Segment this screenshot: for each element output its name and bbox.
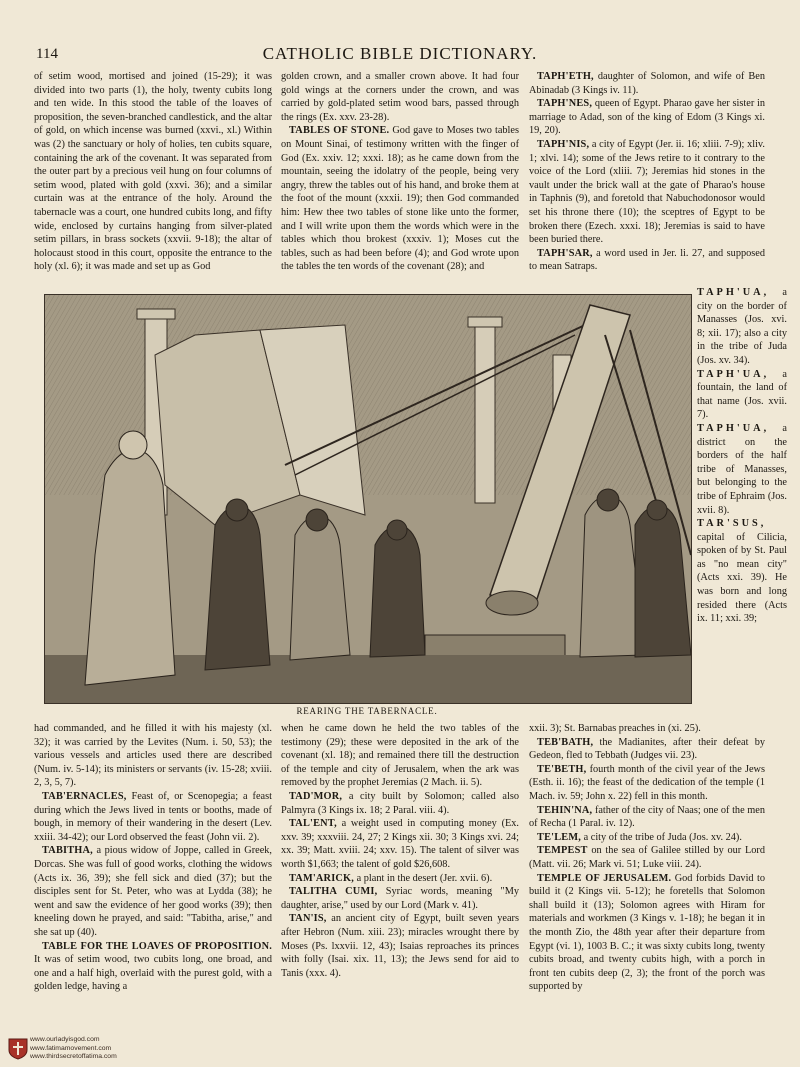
side-column: [697, 286, 787, 626]
engraving-illustration: [45, 295, 691, 703]
entry-text: Syriac words, meaning "My daughter, arise," used by our Lord (Mark v. 41).: [281, 886, 520, 911]
entry-text: the Madianites, after their defeat by Gedeon, fled to Tebbath (Judges vii. 23).: [529, 736, 766, 762]
entry-headword: TABLE FOR THE LOAVES OF PROPOSITION.: [42, 940, 272, 952]
entry-headword: TE'BETH,: [537, 763, 587, 775]
entry-text: had commanded, and he filled it with his majesty (xl. 32); it was carried by the Levites (Num. i. 50, 53); the various vessels and articles used there are described (Num. iv. 5-14); its ministers or servants (iv. 15-28; xviii. 2, 3, 5, 7).: [34, 723, 272, 789]
top-column-1: [34, 70, 272, 274]
entry-text: xxii. 3); St. Barnabas preaches in (xi. 25).: [529, 723, 701, 734]
entry-headword: TAPH'SAR,: [537, 247, 593, 259]
entry-headword: TAM'ARICK,: [289, 872, 355, 884]
entry-headword: TAL'ENT,: [289, 818, 337, 830]
dictionary-entry: [281, 885, 519, 912]
entry-text: golden crown, and a smaller crown above. It had four gold wings at the corners under the crown, and was carried by gold-plated setim wood bars, passed through the rings (Ex. xxv. 23-28).: [281, 71, 519, 123]
dictionary-entry: [529, 138, 765, 247]
top-column-3: [529, 70, 765, 274]
dictionary-entry: [529, 736, 765, 763]
shield-icon: [8, 1038, 28, 1060]
entry-text: a city of Egypt (Jer. ii. 16; xliii. 7-9); xliv. 1; xlvi. 14); some of the Jews retire to it contrary to the voice of the Lord (xliii. 7); Jeremias hid stones in the vault under the brick wall at the gate of Pharao's house in Taphnis (9), and foretold that Nabuchodonosor would set his throne there (10); the sceptres of Egypt to be broken there (Ezech. xxxi. 18); Jeremias is said to have been buried there.: [529, 138, 765, 246]
dictionary-entry: [281, 124, 519, 274]
continued-text: [281, 70, 519, 124]
dictionary-entry: [697, 368, 787, 422]
bottom-column-2: [281, 722, 519, 980]
entry-headword: TAPH'NIS,: [537, 138, 590, 150]
entry-headword: TE'LEM,: [537, 831, 582, 843]
dictionary-entry: [529, 247, 765, 274]
dictionary-entry: [529, 804, 765, 831]
top-column-2: [281, 70, 519, 274]
entry-text: God gave to Moses two tables on Mount Sinai, of testimony written with the finger of God (Ex. xxiv. 12; xxxi. 18); as he came down from the mountain, seeing the idolatry of the people, being very angry, threw the tables out of his hand, and broke them at the foot of the mount (xxxii. 19); then God commanded him: Hew thee two tables of stone like unto the former, and I will write upon them the words which were in the tables which thou brokest (xxxiv. 1); Moses cut the tables, such as had been before (4); and God wrote upon the tables the ten words of the covenant (28); and: [281, 125, 519, 273]
dictionary-entry: [529, 97, 765, 138]
continued-text: [281, 722, 519, 790]
dictionary-entry: [697, 422, 787, 517]
entry-text: a city of the tribe of Juda (Jos. xv. 24).: [583, 831, 742, 843]
entry-text: fourth month of the civil year of the Jews (Esth. ii. 16); the feast of the dedication of the temple (1 Mach. iv. 59; John x. 22) fell in this month.: [529, 763, 765, 802]
bottom-column-3: [529, 722, 765, 994]
dictionary-entry: [281, 912, 519, 980]
entry-headword: TALITHA CUMI,: [289, 886, 378, 898]
entry-text: daughter of Solomon, and wife of Ben Abinadab (3 Kings iv. 11).: [529, 71, 766, 96]
entry-headword: TAR'SUS,: [697, 518, 767, 530]
entry-text: queen of Egypt. Pharao gave her sister in marriage to Adad, son of the king of Edom (3 Kings xi. 19, 20).: [529, 98, 765, 137]
entry-headword: TAPH'ETH,: [537, 71, 594, 82]
entry-text: a weight used in computing money (Ex. xxv. 39; xxxviii. 24, 27; 2 Kings xii. 30; 3 Kings xvi. 24; xx. 39; Matt. xviii. 24; xxv. 15). The talent of silver was worth $1,663; the talent of gold $26,608.: [281, 818, 520, 870]
entry-text: a word used in Jer. li. 27, and supposed to mean Satraps.: [529, 247, 765, 273]
continued-text: [529, 722, 765, 736]
entry-text: God forbids David to build it (2 Kings vii. 5-12); he foretells that Solomon shall build it (13); Solomon agrees with Hiram for materials and workmen (3 Kings v. 1-18); he began it in the month Zio, the 48th year after their departure from Egypt (vi. 1), 1003 B. C.; it was sixty cubits long, twenty cubits broad, and twenty cubits high, with a porch in front ten cubits deep (2, 3); the front of the porch was supported by: [529, 872, 765, 993]
continued-text: [34, 70, 272, 274]
credit-link[interactable]: www.ourladyisgod.com: [30, 1036, 100, 1043]
entry-text: when he came down he held the two tables of the testimony (29); these were deposited in the ark of the covenant (xl. 18); and remained there till the destruction of the temple and city of Jerusalem, when the ark was removed by the prophet Jeremias (2 Mach. ii. 5).: [281, 723, 519, 789]
entry-text: a city on the border of Manasses (Jos. xvi. 8; xii. 17); also a city in the tribe of Juda (Jos. xv. 34).: [697, 287, 787, 366]
continued-text: [34, 722, 272, 790]
illustration-caption: REARING THE TABERNACLE.: [296, 706, 438, 716]
dictionary-entry: [697, 286, 787, 368]
entry-text: a district on the borders of the half tribe of Manasses, but belonging to the tribe of Ephraim (Jos. xvii. 8).: [697, 422, 787, 516]
entry-headword: TAN'IS,: [289, 913, 327, 925]
website-credits: [30, 1036, 117, 1062]
dictionary-entry: [529, 70, 765, 97]
entry-text: It was of setim wood, two cubits long, one broad, and one and a half high, overlaid with the purest gold, with a golden ledge, having a: [34, 954, 272, 993]
entry-text: a city built by Solomon; called also Palmyra (3 Kings ix. 18; 2 Paral. viii. 4).: [281, 790, 520, 816]
entry-text: Feast of, or Scenopegia; a feast during which the Jews lived in tents or booths, made of bough, in memory of their wandering in the desert (Lev. xxiii. 34-42); our Lord observed the feast (John vii. 2).: [34, 790, 272, 843]
dictionary-entry: [281, 790, 519, 817]
entry-headword: TEMPEST: [537, 845, 588, 857]
entry-headword: TAB'ERNACLES,: [42, 790, 127, 802]
entry-text: an ancient city of Egypt, built seven years after Hebron (Num. xiii. 23); miracles wrought there by Moses (Ps. lxxvii. 12, 43); Isaias reproaches its princes with folly (Isai. xix. 11, 13); the Jews send for aid to Tanis (xxx. 4).: [281, 913, 519, 979]
bottom-column-1: [34, 722, 272, 994]
running-title: CATHOLIC BIBLE DICTIONARY.: [262, 44, 538, 63]
dictionary-entry: [34, 844, 272, 939]
entry-headword: TAD'MOR,: [289, 790, 343, 802]
dictionary-entry: [529, 831, 765, 845]
entry-text: a pious widow of Joppe, called in Greek, Dorcas. She was full of good works, clothing the widows (Acts ix. 36, 39); she fell sick and died (37); but the disciples sent for St. Peter, who was at Lydda (38); he went and saw the evidence of her good works (39); then kneeling down he prayed, and said: "Tabitha, arise," and she sat up (40).: [34, 845, 272, 938]
entry-headword: TAPH'UA,: [697, 368, 770, 380]
entry-text: a plant in the desert (Jer. xvii. 6).: [356, 872, 493, 884]
dictionary-entry: [281, 872, 519, 886]
credit-link[interactable]: www.fatimamovement.com: [30, 1044, 112, 1052]
dictionary-entry: [34, 790, 272, 844]
entry-text: on the sea of Galilee stilled by our Lord (Matt. vii. 26; Mark vi. 51; Luke viii. 24).: [529, 845, 765, 870]
dictionary-entry: [34, 940, 272, 994]
entry-headword: TAPH'NES,: [537, 98, 593, 110]
entry-headword: TAPH'UA,: [697, 287, 770, 298]
credit-link[interactable]: www.thirdsecretoffatima.com: [30, 1053, 117, 1061]
entry-text: of setim wood, mortised and joined (15-29); it was divided into two parts (1), the holy, twenty cubits long and ten wide. In this stood the table of the loaves of proposition, the seven-branched candlestick, and the altar of gold, on which incense was burned (xxvi., xl.) Within was (2) the sanctuary or holy of holies, ten cubits square, containing the ark of the covenant. It was separated from the outer part by a precious veil hung on four columns of setim wood, plated with gold (xxvi. 36); and a similar curtain was at the entrance of the holy. Around the tabernacle was a court, one hundred cubits long, and fifty wide, enclosed by curtains hanging from silver-plated setim pillars, in brass sockets (xxvii. 9-18); the altar of holocaust stood in this court, opposite the entrance to the holy (xl. 6); it was made and set up as God: [34, 71, 272, 273]
dictionary-entry: [529, 844, 765, 871]
entry-headword: TABITHA,: [42, 845, 93, 857]
entry-text: capital of Cilicia, spoken of by St. Paul as "no mean city" (Acts xxi. 39). He was born and long resided there (Acts ix. 11; xxi. 39;: [697, 531, 787, 625]
entry-headword: TAPH'UA,: [697, 422, 770, 434]
dictionary-entry: [529, 763, 765, 804]
page-number: 114: [36, 46, 58, 62]
dictionary-entry: [697, 517, 787, 626]
entry-headword: TEMPLE OF JERUSALEM.: [537, 872, 672, 884]
entry-headword: TEB'BATH,: [537, 736, 594, 748]
dictionary-entry: [529, 872, 765, 994]
entry-text: a fountain, the land of that name (Jos. xvii. 7).: [697, 368, 787, 421]
entry-text: father of the city of Naas; one of the men of Recha (1 Paral. iv. 12).: [529, 804, 766, 830]
dictionary-entry: [281, 817, 519, 871]
tabernacle-engraving: [44, 294, 692, 704]
entry-headword: TABLES OF STONE.: [289, 125, 390, 137]
entry-headword: TEHIN'NA,: [537, 804, 593, 816]
